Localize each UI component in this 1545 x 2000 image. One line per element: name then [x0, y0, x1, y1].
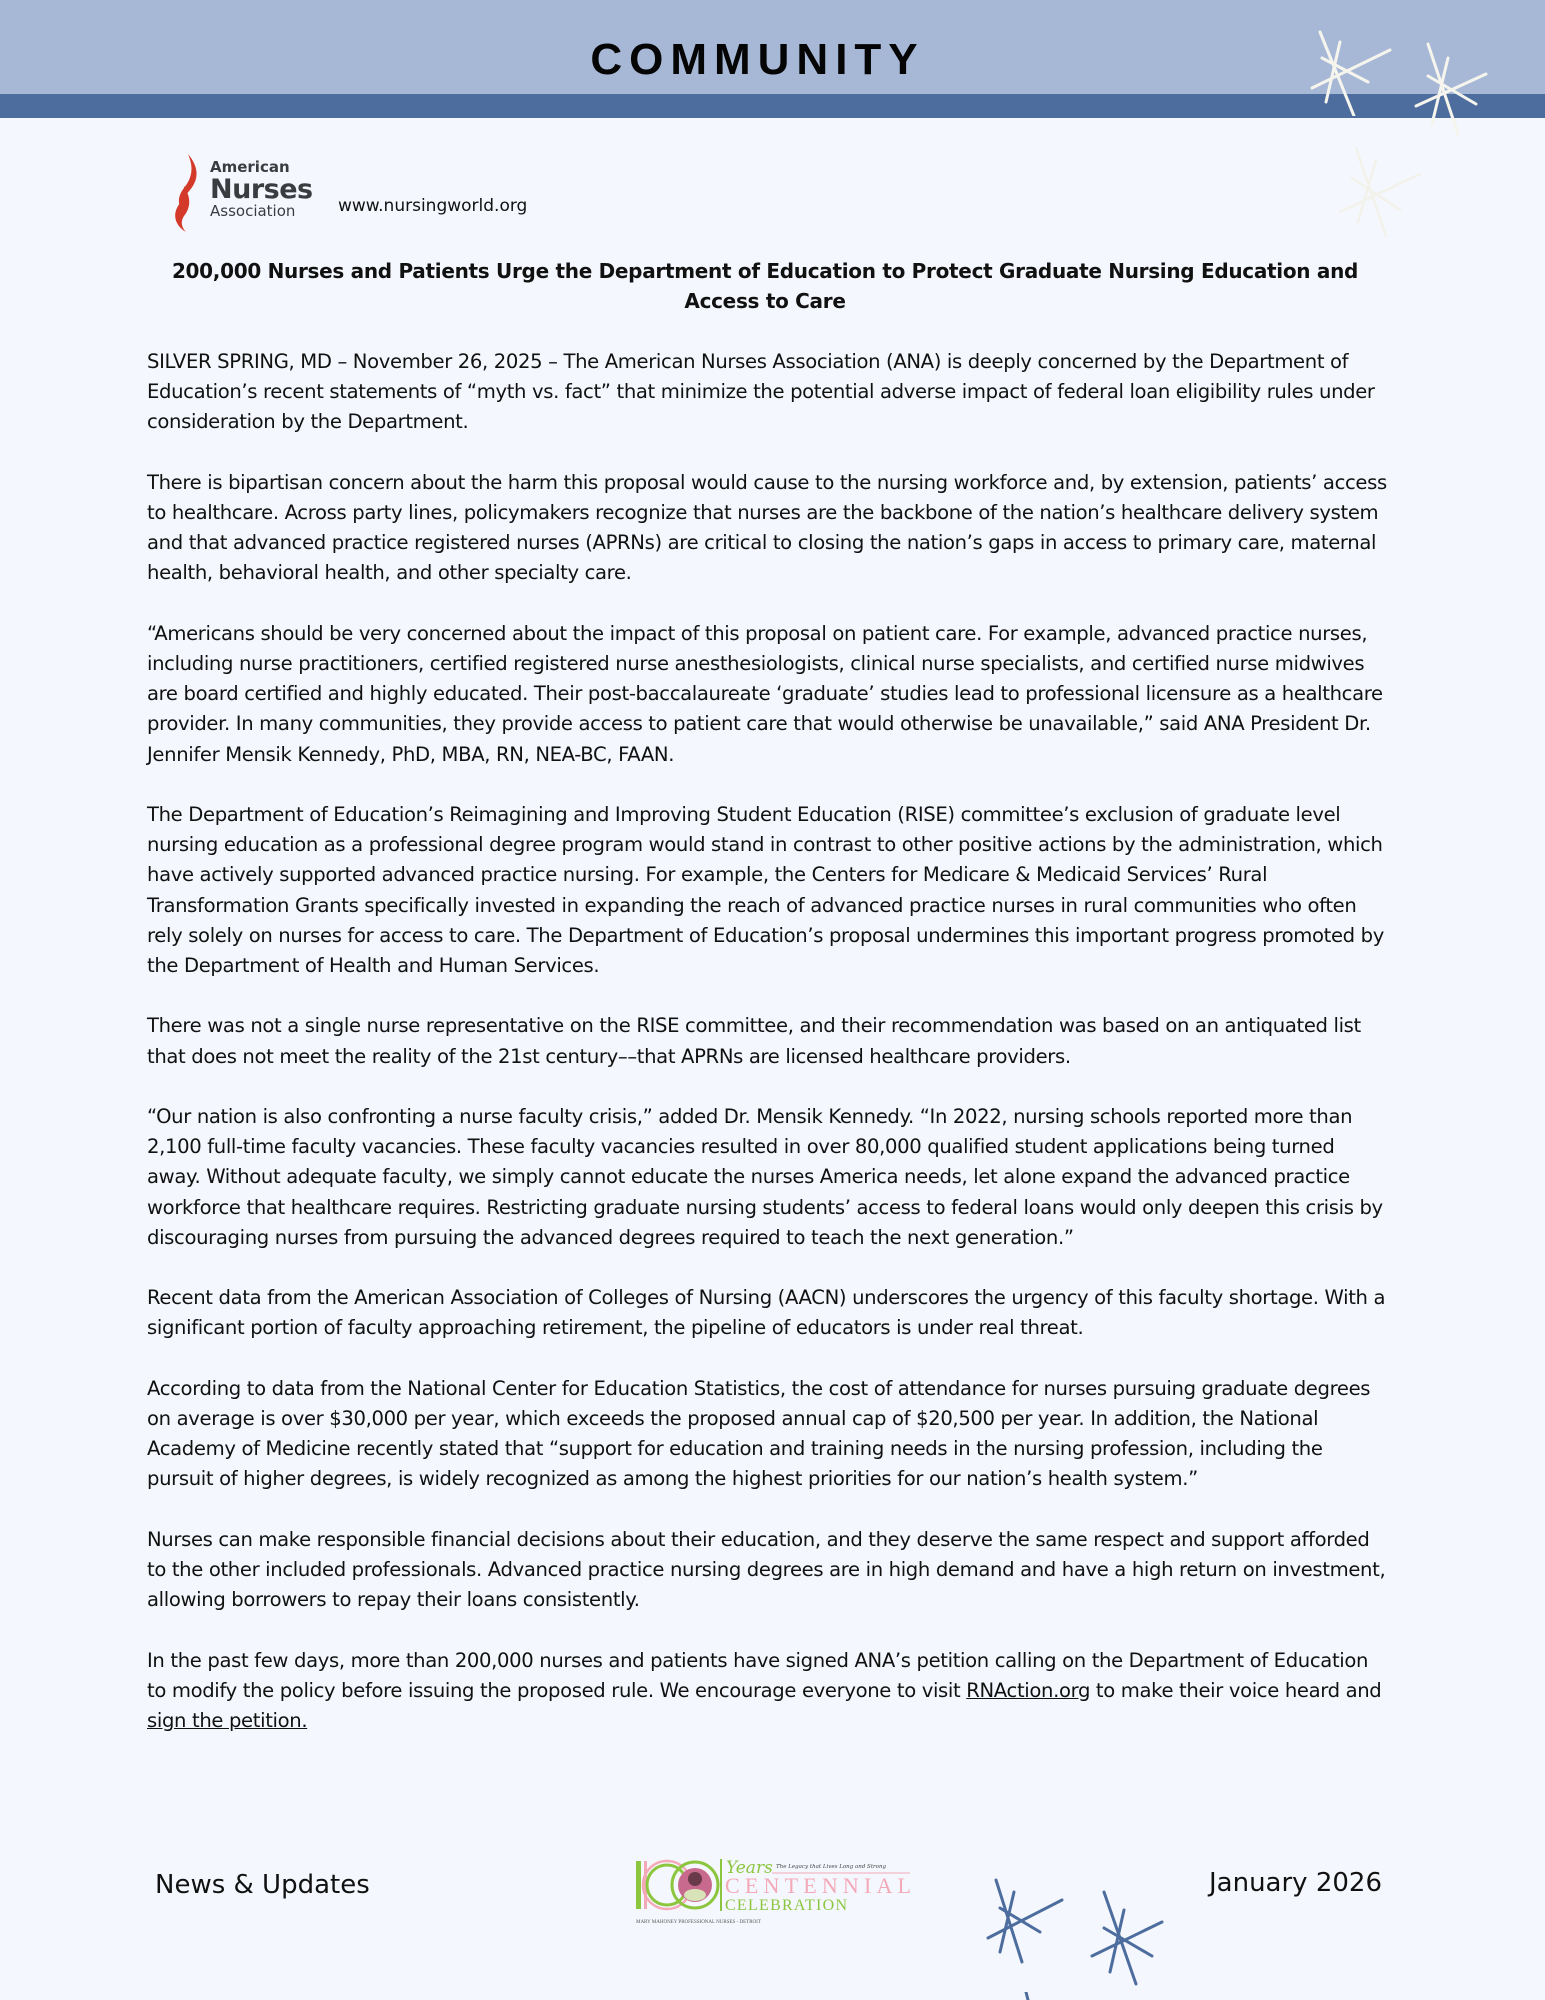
sparkle-icon	[1090, 1890, 1170, 1990]
sparkle-icon	[1024, 1992, 1032, 2000]
sparkle-icon	[1308, 26, 1398, 116]
ana-logo	[166, 150, 313, 232]
logo-text-nurses: Nurses	[210, 174, 313, 205]
number-100-mark	[636, 1859, 722, 1911]
article-paragraph: The Department of Education’s Reimagining and Improving Student Education (RISE) committee’s exclusion of graduate level nursing education as a professional degree program would stand in contrast to other positive actions by the administration, which have actively supported advanced practice nursing. For example, the Centers for Medicare & Medicaid Services’ Rural Transformation Grants specifically invested in expanding the reach of advanced practice nurses in rural communities who often rely solely on nurses for access to care. The Department of Education’s proposal undermines this important progress promoted by the Department of Health and Human Services.	[147, 803, 1384, 978]
celebration-word: CELEBRATION	[725, 1897, 847, 1914]
article-paragraph-last	[147, 1646, 1392, 1737]
article-paragraph: Recent data from the American Association of Colleges of Nursing (AACN) underscores the urgency of this faculty shortage. With a significant portion of faculty approaching retirement, the pipeline of educators is under real threat.	[147, 1286, 1386, 1340]
footer-section-label: News & Updates	[155, 1870, 370, 1900]
website-url[interactable]: www.nursingworld.org	[338, 196, 528, 216]
flame-icon	[168, 152, 204, 232]
issue-date: January 2026	[1209, 1868, 1382, 1898]
centennial-word: CENTENNIAL	[725, 1873, 911, 1898]
centennial-years: Years	[726, 1858, 773, 1878]
article-paragraph: SILVER SPRING, MD – November 26, 2025 – The American Nurses Association (ANA) is deeply concerned by the Department of Education’s recent statements of “myth vs. fact” that minimize the potential adverse impact of federal loan eligibility rules under consideration by the Department.	[147, 350, 1375, 434]
sparkle-icon	[986, 1876, 1066, 1966]
article-paragraph: Nurses can make responsible financial decisions about their education, and they deserve the same respect and support afforded to the other included professionals. Advanced practice nursing degrees are in high demand and have a high return on investment, allowing borrowers to repay their loans consistently.	[147, 1527, 1386, 1612]
rnaction-link[interactable]: RNAction.org	[966, 1678, 1091, 1702]
article-headline: 200,000 Nurses and Patients Urge the Department of Education to Protect Graduate Nursing Education and Access to Care	[171, 259, 1359, 313]
sparkle-icon	[1414, 38, 1494, 138]
sparkle-icon	[1336, 146, 1426, 246]
article-paragraph: “Our nation is also confronting a nurse faculty crisis,” added Dr. Mensik Kennedy. “In 2022, nursing schools reported more than 2,100 full-time faculty vacancies. These faculty vacancies resulted in over 80,000 qualified student applications being turned away. Without adequate faculty, we simply cannot educate the nurses America needs, let alone expand the advanced practice workforce that healthcare requires. Restricting graduate nursing students’ access to federal loans would only deepen this crisis by discouraging nurses from pursuing the advanced degrees required to teach the next generation.”	[147, 1105, 1383, 1249]
article-body	[147, 347, 1392, 1766]
centennial-org: MARY MAHONEY PROFESSIONAL NURSES - DETROIT	[636, 1920, 761, 1925]
sign-petition-link[interactable]: sign the petition.	[147, 1709, 308, 1732]
centennial-tagline: The Legacy that Lives Long and Strong	[776, 1864, 887, 1870]
article-paragraph: “Americans should be very concerned about the impact of this proposal on patient care. For example, advanced practice nurses, including nurse practitioners, certified registered nurse anesthesiologists, clinical nurse specialists, and certified nurse midwives are board certified and highly educated. Their post-baccalaureate ‘graduate’ studies lead to professional licensure as a healthcare provider. In many communities, they provide access to patient care that would otherwise be unavailable,” said ANA President Dr. Jennifer Mensik Kennedy, PhD, MBA, RN, NEA-BC, FAAN.	[147, 621, 1383, 766]
article-paragraph: There was not a single nurse representative on the RISE committee, and their recommendation was based on an antiquated list that does not meet the reality of the 21st century––that APRNs are licensed healthcare providers.	[147, 1014, 1361, 1068]
page-title: COMMUNITY	[590, 35, 925, 84]
article-paragraph: According to data from the National Center for Education Statistics, the cost of attendance for nurses pursuing graduate degrees on average is over $30,000 per year, which exceeds the proposed annual cap of $20,500 per year. In addition, the National Academy of Medicine recently stated that “support for education and training needs in the nursing profession, including the pursuit of higher degrees, is widely recognized as among the highest priorities for our nation’s health system.”	[147, 1376, 1371, 1491]
logo-text-american: American	[210, 158, 290, 176]
paragraph-text: to make their voice heard and	[1090, 1678, 1382, 1702]
logo-text-association: Association	[210, 202, 296, 220]
article-paragraph: There is bipartisan concern about the harm this proposal would cause to the nursing workforce and, by extension, patients’ access to healthcare. Across party lines, policymakers recognize that nurses are the backbone of the nation’s healthcare delivery system and that advanced practice registered nurses (APRNs) are critical to closing the nation’s gaps in access to primary care, maternal health, behavioral health, and other specialty care.	[147, 470, 1387, 585]
centennial-logo	[634, 1855, 914, 1927]
paragraph-text: In the past few days, more than 200,000 nurses and patients have signed ANA’s petition calling on the Department of Education to modify the policy before issuing the proposed rule. We encourage everyone to visit	[147, 1648, 1369, 1702]
